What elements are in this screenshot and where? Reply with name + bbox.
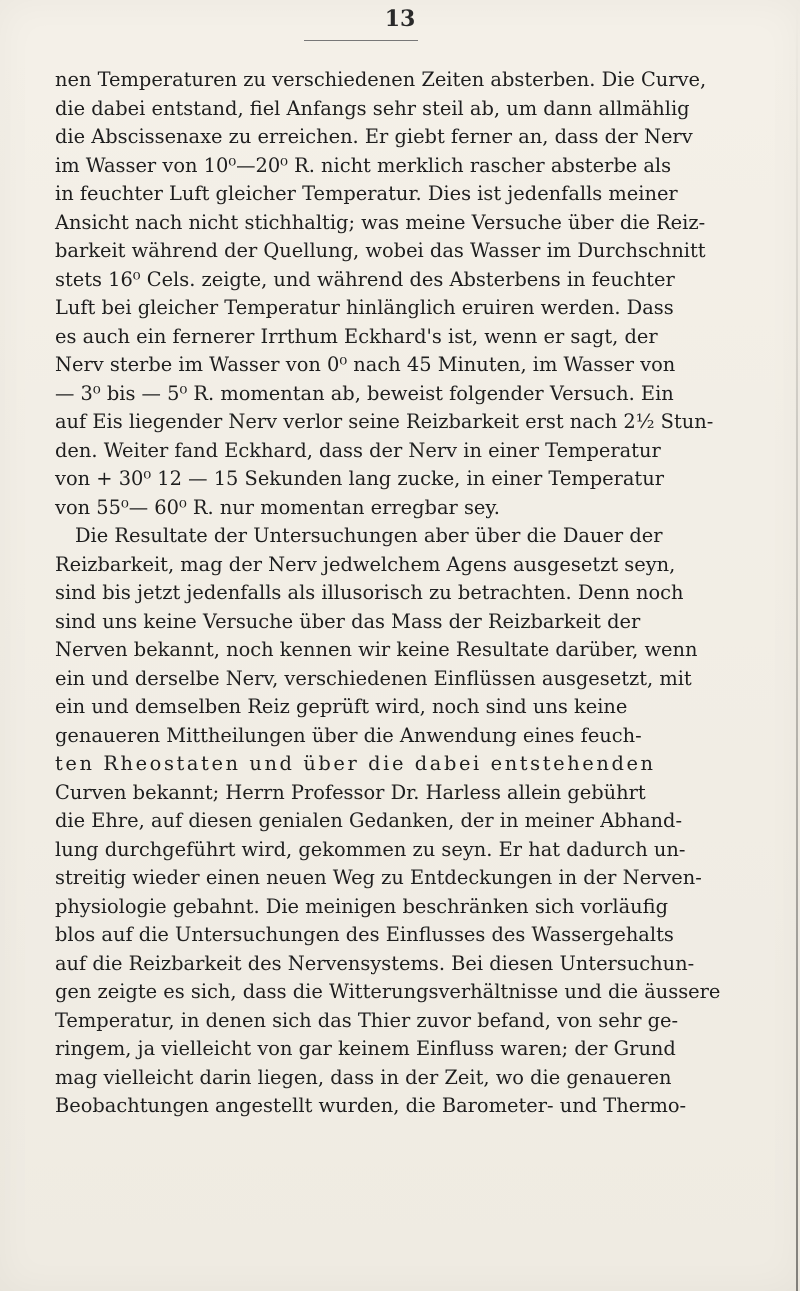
text-line: blos auf die Untersuchungen des Einflusses des Wassergehalts (55, 923, 674, 946)
text-line: ein und derselbe Nerv, verschiedenen Einflüssen ausgesetzt, mit (55, 666, 692, 690)
text-line: in feuchter Luft gleicher Temperatur. Dies ist jedenfalls meiner (55, 182, 678, 205)
text-line: Reizbarkeit, mag der Nerv jedwelchem Agens ausgesetzt seyn, (55, 552, 676, 576)
text-line: mag vielleicht darin liegen, dass in der Zeit, wo die genaueren (55, 1065, 672, 1089)
text-line: die Ehre, auf diesen genialen Gedanken, der in meiner Abhand- (55, 809, 683, 832)
text-line: Beobachtungen angestellt wurden, die Barometer- und Thermo- (55, 1094, 687, 1117)
text-line: von 55⁰— 60⁰ R. nur momentan erregbar sey. (55, 495, 500, 519)
page-edge-shadow (796, 0, 798, 1291)
text-line: ringem, ja vielleicht von gar keinem Einfluss waren; der Grund (55, 1037, 676, 1060)
text-line: Nerv sterbe im Wasser von 0⁰ nach 45 Minuten, im Wasser von (55, 353, 676, 376)
text-line: die dabei entstand, fiel Anfangs sehr steil ab, um dann allmählig (55, 96, 690, 120)
text-line: nen Temperaturen zu verschiedenen Zeiten absterben. Die Curve, (55, 68, 707, 91)
text-line: lung durchgeführt wird, gekommen zu seyn. Er hat dadurch un- (55, 837, 686, 861)
text-line: die Abscissenaxe zu erreichen. Er giebt ferner an, dass der Nerv (55, 125, 693, 148)
text-line: auf Eis liegender Nerv verlor seine Reizbarkeit erst nach 2½ Stun- (55, 410, 714, 433)
text-line: im Wasser von 10⁰—20⁰ R. nicht merklich rascher absterbe als (55, 153, 672, 177)
text-line: es auch ein fernerer Irrthum Eckhard's ist, wenn er sagt, der (55, 324, 658, 348)
text-line: Luft bei gleicher Temperatur hinlänglich eruiren werden. Dass (55, 296, 674, 319)
text-line: — 3⁰ bis — 5⁰ R. momentan ab, beweist folgender Versuch. Ein (55, 381, 674, 405)
text-line: Curven bekannt; Herrn Professor Dr. Harless allein gebührt (55, 780, 646, 804)
text-line: Temperatur, in denen sich das Thier zuvor befand, von sehr ge- (55, 1008, 679, 1032)
text-line: ten Rheostaten und über die dabei entstehenden (55, 752, 656, 775)
text-line: stets 16⁰ Cels. zeigte, und während des Absterbens in feuchter (55, 267, 675, 291)
text-line: genaueren Mittheilungen über die Anwendung eines feuch- (55, 723, 642, 747)
text-line: auf die Reizbarkeit des Nervensystems. Bei diesen Untersuchun- (55, 951, 695, 975)
text-line: physiologie gebahnt. Die meinigen beschränken sich vorläufig (55, 894, 668, 918)
text-line: barkeit während der Quellung, wobei das Wasser im Durchschnitt (55, 239, 706, 262)
text-line: gen zeigte es sich, dass die Witterungsverhältnisse und die äussere (55, 980, 721, 1003)
body-text (55, 66, 779, 1121)
text-line: Die Resultate der Untersuchungen aber über die Dauer der (75, 524, 663, 547)
text-line: sind uns keine Versuche über das Mass der Reizbarkeit der (55, 609, 641, 633)
text-line: Nerven bekannt, noch kennen wir keine Resultate darüber, wenn (55, 638, 698, 661)
header-rule (304, 40, 418, 41)
text-line: den. Weiter fand Eckhard, dass der Nerv in einer Temperatur (55, 438, 661, 462)
text-line: von + 30⁰ 12 — 15 Sekunden lang zucke, in einer Temperatur (55, 467, 664, 490)
page-number: 13 (384, 6, 416, 32)
text-line: Ansicht nach nicht stichhaltig; was meine Versuche über die Reiz- (55, 210, 706, 234)
text-line: sind bis jetzt jedenfalls als illusorisch zu betrachten. Denn noch (55, 581, 684, 604)
text-line: streitig wieder einen neuen Weg zu Entdeckungen in der Nerven- (55, 866, 702, 889)
text-line: ein und demselben Reiz geprüft wird, noch sind uns keine (55, 695, 628, 718)
